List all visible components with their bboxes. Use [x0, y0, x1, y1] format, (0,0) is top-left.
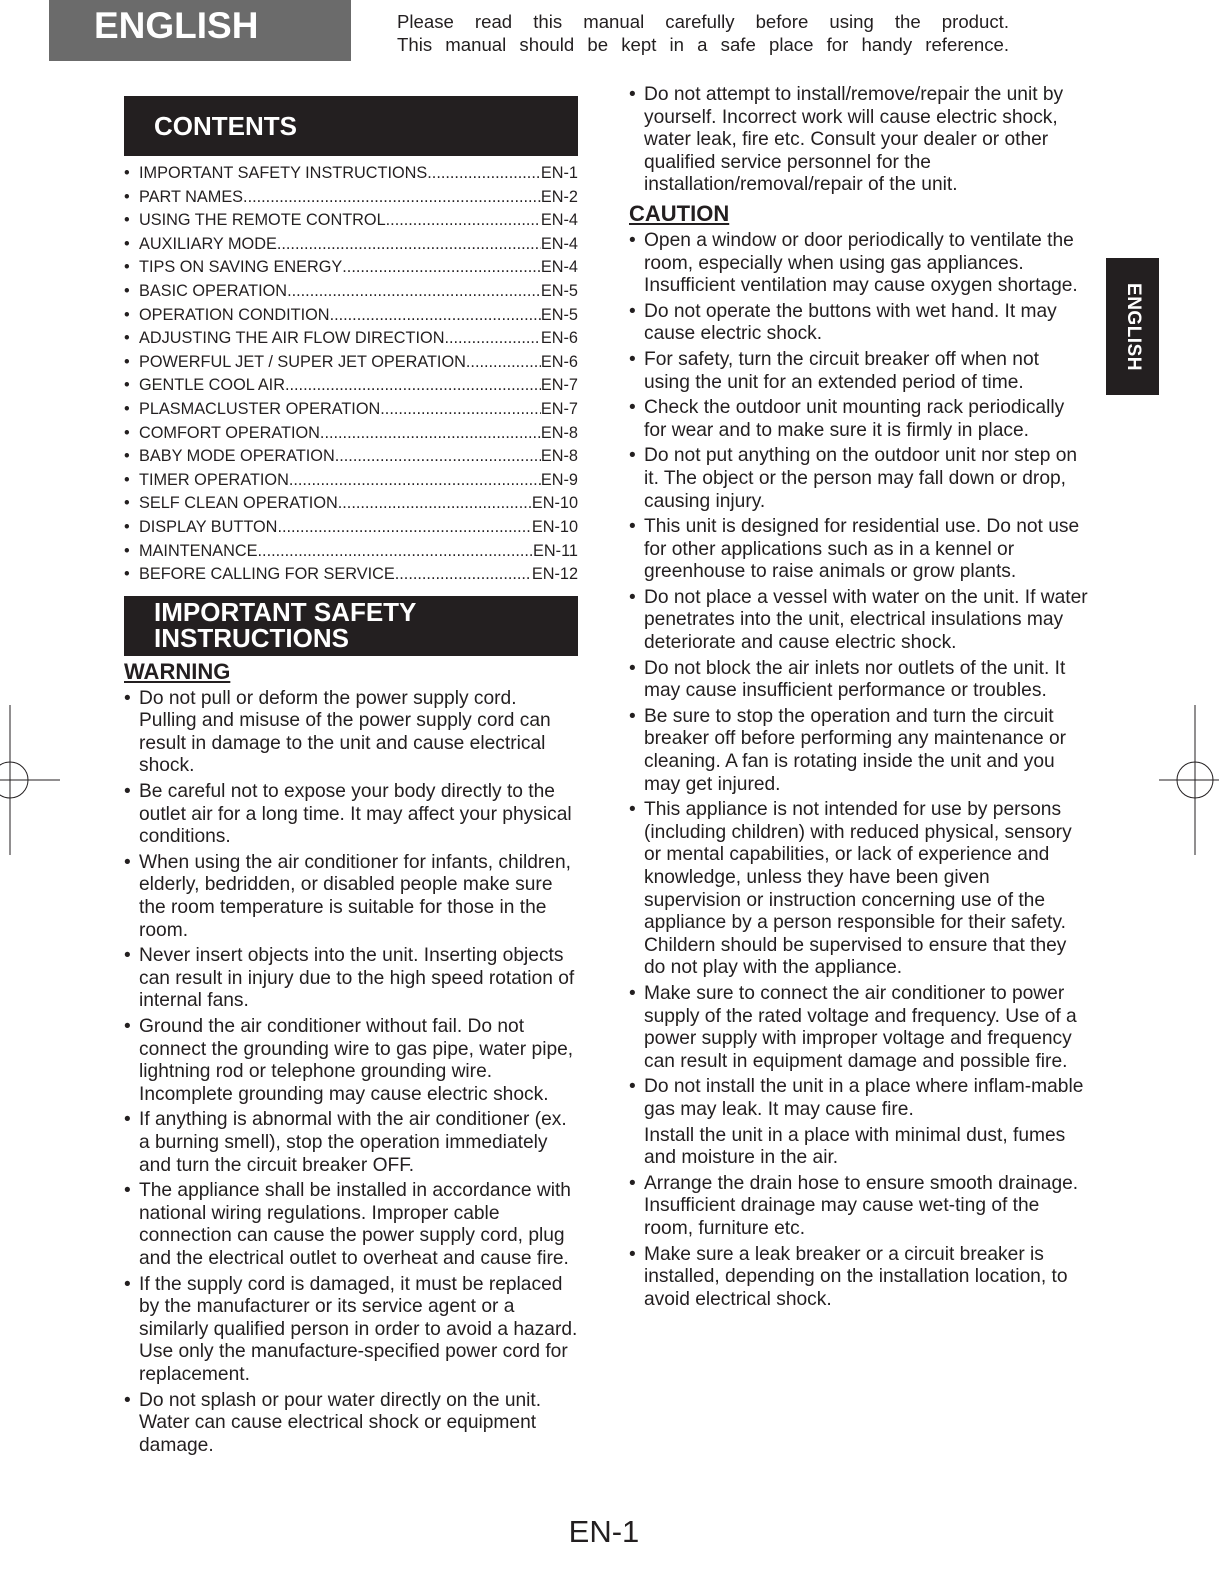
list-item: • If anything is abnormal with the air conditioner (ex. a burning smell), stop the operation immediately and turn the circuit breaker OFF.: [124, 1109, 578, 1177]
intro-line: This manual should be kept in a safe place for handy reference.: [397, 34, 1009, 55]
toc-item[interactable]: [124, 327, 578, 351]
toc-title: BABY MODE OPERATION: [139, 447, 335, 466]
warning-heading: WARNING: [124, 658, 231, 684]
toc-leader: [395, 563, 532, 587]
list-item-continuation: Install the unit in a place with minimal dust, fumes and moisture in the air.: [644, 1124, 1066, 1169]
toc-leader: [427, 162, 541, 186]
toc-leader: [285, 374, 541, 398]
toc-page: EN-6: [540, 329, 578, 348]
toc-title: GENTLE COOL AIR: [139, 376, 285, 395]
list-item: • When using the air conditioner for infants, children, elderly, bedridden, or disabled people make sure the room temperature is suitable for those in the room.: [124, 852, 578, 942]
caution-list-inflammable: [629, 1076, 1088, 1169]
toc-item[interactable]: [124, 233, 578, 257]
list-item: • Make sure to connect the air conditioner to power supply of the rated voltage and frequency. Use of a power supply with improper voltage and frequency can result in equipment damage and possible fire.: [629, 983, 1088, 1073]
toc-item[interactable]: [124, 374, 578, 398]
toc-title: TIMER OPERATION: [139, 470, 289, 489]
toc-page: EN-4: [540, 211, 578, 230]
toc-page: EN-5: [540, 281, 578, 300]
toc-page: EN-2: [540, 187, 578, 206]
intro-text: [397, 10, 1009, 56]
safety-title-line: INSTRUCTIONS: [154, 622, 349, 653]
toc-bullet: •: [124, 565, 130, 584]
toc-bullet: •: [124, 447, 130, 466]
side-language-tab: [1106, 258, 1159, 395]
warning-list: [124, 688, 578, 1458]
toc-leader: [243, 186, 541, 210]
caution-list-end: [629, 1173, 1088, 1312]
list-item: • Do not pull or deform the power supply cord. Pulling and misuse of the power supply cord can result in damage to the unit and cause electrical shock.: [124, 688, 578, 778]
list-item: • If the supply cord is damaged, it must be replaced by the manufacturer or its service agent or a similarly qualified person in order to avoid a hazard. Use only the manufacture-specified power cord for replacement.: [124, 1274, 578, 1387]
safety-title: [124, 596, 578, 656]
caution-list: [629, 230, 1088, 1073]
toc-bullet: •: [124, 329, 130, 348]
toc-leader: [320, 422, 541, 446]
toc-title: COMFORT OPERATION: [139, 423, 320, 442]
list-item: • Make sure a leak breaker or a circuit breaker is installed, depending on the installation location, to avoid electrical shock.: [629, 1244, 1088, 1312]
list-item: • This appliance is not intended for use by persons (including children) with reduced physical, sensory or mental capabilities, or lack of experience and knowledge, unless they have been given supervision or instruction concerning use of the appliance by a person responsible for their safety. Childern should be supervised to ensure that they do not play with the appliance.: [629, 799, 1088, 980]
toc-bullet: •: [124, 187, 130, 206]
toc-leader: [380, 398, 541, 422]
toc-leader: [444, 327, 540, 351]
toc-page: EN-4: [540, 258, 578, 277]
toc-item[interactable]: [124, 540, 578, 564]
toc-bullet: •: [124, 305, 130, 324]
contents-title: CONTENTS: [124, 96, 578, 156]
warning-list-continued: [629, 84, 1088, 197]
registration-mark-left: [0, 705, 60, 855]
toc-page: EN-6: [540, 352, 578, 371]
toc-item[interactable]: [124, 351, 578, 375]
toc-title: PART NAMES: [139, 187, 244, 206]
toc-bullet: •: [124, 376, 130, 395]
toc-bullet: •: [124, 164, 130, 182]
toc-item[interactable]: [124, 162, 578, 186]
toc-item[interactable]: [124, 492, 578, 516]
page-number: EN-1: [568, 1514, 640, 1549]
toc-item[interactable]: [124, 516, 578, 540]
toc-page: EN-5: [540, 305, 578, 324]
toc-leader: [342, 256, 541, 280]
toc-item[interactable]: [124, 445, 578, 469]
table-of-contents: [124, 162, 578, 587]
toc-leader: [466, 351, 541, 375]
toc-page: EN-12: [531, 565, 578, 584]
toc-title: AUXILIARY MODE: [139, 234, 277, 253]
toc-item[interactable]: [124, 398, 578, 422]
toc-title: DISPLAY BUTTON: [139, 517, 278, 536]
toc-item[interactable]: [124, 304, 578, 328]
toc-page: EN-8: [540, 423, 578, 442]
list-item: • Ground the air conditioner without fail. Do not connect the grounding wire to gas pipe, water pipe, lightning rod or telephone grounding wire. Incomplete grounding may cause electric shock.: [124, 1016, 578, 1106]
toc-page: EN-10: [531, 494, 578, 513]
safety-title-line: IMPORTANT SAFETY: [154, 596, 417, 627]
toc-bullet: •: [124, 258, 130, 277]
toc-bullet: •: [124, 281, 130, 300]
right-column: [629, 84, 1088, 1314]
toc-bullet: •: [124, 211, 130, 230]
toc-title: MAINTENANCE: [139, 541, 258, 560]
list-item: • Be careful not to expose your body directly to the outlet air for a long time. It may affect your physical conditions.: [124, 781, 578, 849]
toc-title: ADJUSTING THE AIR FLOW DIRECTION: [139, 329, 445, 348]
toc-page: EN-8: [540, 447, 578, 466]
list-item: • Arrange the drain hose to ensure smooth drainage. Insufficient drainage may cause wet-ting of the room, furniture etc.: [629, 1173, 1088, 1241]
list-item: • This unit is designed for residential use. Do not use for other applications such as in a kennel or greenhouse to raise animals or grow plants.: [629, 516, 1088, 584]
list-item: • Be sure to stop the operation and turn the circuit breaker off before performing any maintenance or cleaning. A fan is rotating inside the unit and you may get injured.: [629, 706, 1088, 796]
toc-leader: [277, 233, 541, 257]
toc-title: BASIC OPERATION: [139, 281, 288, 300]
toc-page: EN-4: [540, 234, 578, 253]
toc-bullet: •: [124, 494, 130, 513]
toc-title: USING THE REMOTE CONTROL: [139, 211, 386, 230]
toc-page: EN-7: [540, 399, 578, 418]
toc-item[interactable]: [124, 209, 578, 233]
toc-bullet: •: [124, 234, 130, 253]
list-item: • Do not put anything on the outdoor unit nor step on it. The object or the person may fall down or drop, causing injury.: [629, 445, 1088, 513]
toc-title: POWERFUL JET / SUPER JET OPERATION: [139, 352, 466, 371]
list-item: • Do not splash or pour water directly on the unit. Water can cause electrical shock or equipment damage.: [124, 1390, 578, 1458]
toc-item[interactable]: [124, 256, 578, 280]
toc-item[interactable]: [124, 280, 578, 304]
side-language-label: ENGLISH: [1122, 282, 1144, 371]
toc-bullet: •: [124, 517, 130, 536]
toc-leader: [386, 209, 541, 233]
list-item: [629, 1076, 1088, 1169]
toc-bullet: •: [124, 470, 130, 489]
list-item: • Do not block the air inlets nor outlets of the unit. It may cause insufficient performance or troubles.: [629, 658, 1088, 703]
list-item: • Check the outdoor unit mounting rack periodically for wear and to make sure it is firmly in place.: [629, 397, 1088, 442]
list-item: • The appliance shall be installed in accordance with national wiring regulations. Improper cable connection can cause the power supply cord, plug and the electrical outlet to overheat and cause fire.: [124, 1180, 578, 1270]
language-tab: ENGLISH: [49, 0, 351, 61]
list-item: • Do not operate the buttons with wet hand. It may cause electric shock.: [629, 301, 1088, 346]
toc-title: OPERATION CONDITION: [139, 305, 330, 324]
toc-page: EN-7: [540, 376, 578, 395]
toc-leader: [277, 516, 531, 540]
toc-item[interactable]: [124, 422, 578, 446]
toc-title: PLASMACLUSTER OPERATION: [139, 399, 381, 418]
list-item-text: Do not install the unit in a place where inflam-mable gas may leak. It may cause fire.: [644, 1076, 1084, 1120]
toc-title: TIPS ON SAVING ENERGY: [139, 258, 343, 277]
toc-page: EN-1: [540, 164, 578, 182]
caution-heading: CAUTION: [629, 200, 730, 226]
intro-line: Please read this manual carefully before using the product.: [397, 11, 1009, 32]
toc-bullet: •: [124, 399, 130, 418]
toc-leader: [338, 492, 532, 516]
toc-page: EN-9: [540, 470, 578, 489]
registration-mark-right: [1159, 705, 1219, 855]
toc-title: IMPORTANT SAFETY INSTRUCTIONS: [139, 164, 428, 182]
left-column: [124, 96, 578, 1460]
toc-title: SELF CLEAN OPERATION: [139, 494, 338, 513]
list-item: • Never insert objects into the unit. Inserting objects can result in injury due to the high speed rotation of internal fans.: [124, 945, 578, 1013]
toc-bullet: •: [124, 541, 130, 560]
toc-item[interactable]: [124, 186, 578, 210]
toc-leader: [287, 280, 541, 304]
toc-page: EN-11: [533, 541, 578, 560]
list-item: • For safety, turn the circuit breaker off when not using the unit for an extended period of time.: [629, 349, 1088, 394]
list-item: • Do not place a vessel with water on the unit. If water penetrates into the unit, electrical insulations may deteriorate and cause electric shock.: [629, 587, 1088, 655]
list-item: • Open a window or door periodically to ventilate the room, especially when using gas appliances. Insufficient ventilation may cause oxygen shortage.: [629, 230, 1088, 298]
toc-item[interactable]: [124, 563, 578, 587]
toc-page: EN-10: [531, 517, 578, 536]
toc-leader: [289, 469, 541, 493]
toc-title: BEFORE CALLING FOR SERVICE: [139, 565, 395, 584]
toc-item[interactable]: [124, 469, 578, 493]
toc-bullet: •: [124, 352, 130, 371]
toc-leader: [330, 304, 541, 328]
toc-leader: [335, 445, 541, 469]
list-item: • Do not attempt to install/remove/repair the unit by yourself. Incorrect work will cause electric shock, water leak, fire etc. Consult your dealer or other qualified service personnel for the installation/removal/repair of the unit.: [629, 84, 1088, 197]
toc-bullet: •: [124, 423, 130, 442]
toc-leader: [258, 540, 534, 564]
